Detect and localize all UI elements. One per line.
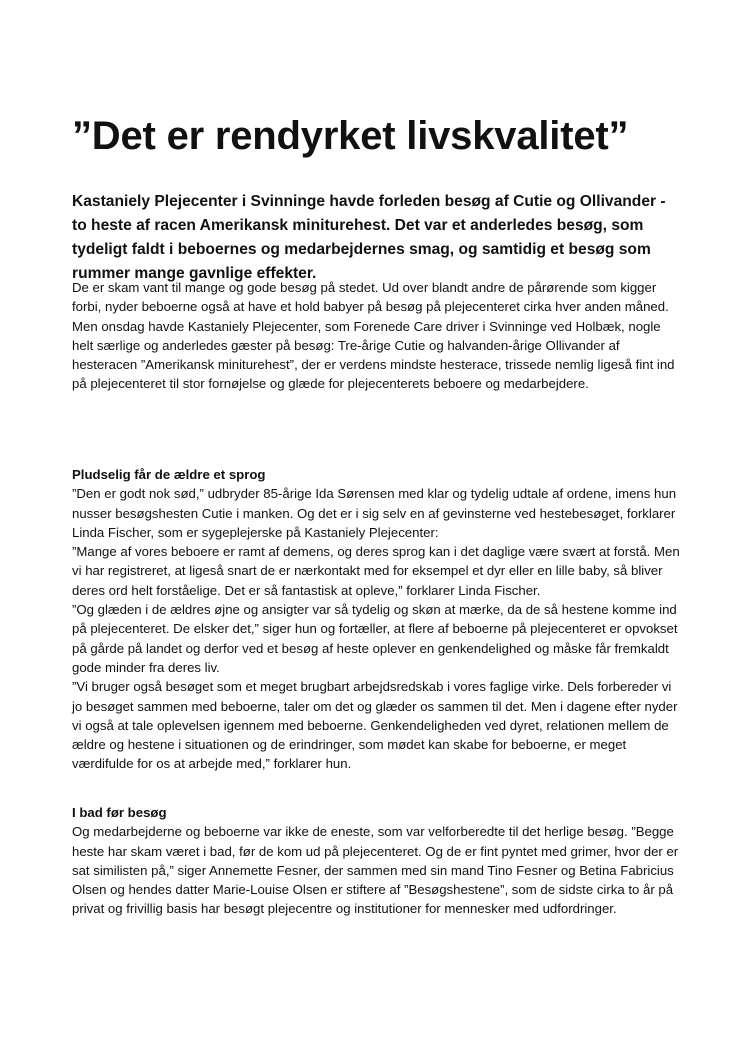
paragraph: ”Og glæden i de ældres øjne og ansigter var så tydelig og skøn at mærke, da de så hestene komme ind på plejecenteret. De elsker det,” siger hun og fortæller, at flere af beboerne på plejecenteret er opvokset på gårde på landet og derfor ved et besøg af heste oplever en genkendelighed og måske får fremkaldt gode minder fra deres liv. [72, 602, 678, 675]
section-heading: Pludselig får de ældre et sprog [72, 467, 266, 482]
article-title: ”Det er rendyrket livskvalitet” [72, 114, 629, 158]
section-heading: I bad før besøg [72, 805, 167, 820]
document-page [72, 0, 680, 1056]
paragraph: Og medarbejderne og beboerne var ikke de eneste, som var velforberedte til det herlige besøg. ”Begge heste har skam været i bad, før de kom ud på plejecenteret. Og de er fint pyntet med grimer, hvor der er sat similisten på,” siger Annemette Fesner, der sammen med sin mand Tino Fesner og Betina Fabricius Olsen og hendes datter Marie-Louise Olsen er stiftere af ”Besøgshestene”, som de sidste cirka to år på privat og frivillig basis har besøgt plejecentre og institutioner for mennesker med udfordringer. [72, 824, 679, 917]
section-bath [72, 803, 680, 919]
paragraph: ”Mange af vores beboere er ramt af demens, og deres sprog kan i det daglige være svært at forstå. Men vi har registreret, at ligeså snart de er nærkontakt med for eksempel et dyr eller en lille baby, så bliver deres ord helt forståelige. Det er så fantastisk at opleve,” forklarer Linda Fischer. [72, 544, 680, 598]
article-lead: Kastaniely Plejecenter i Svinninge havde forleden besøg af Cutie og Ollivander - to heste af racen Amerikansk miniturehest. Det var et anderledes besøg, som tydeligt faldt i beboernes og medarbejdernes smag, og samtidig et besøg som rummer mange gavnlige effekter. [72, 193, 666, 282]
section-language [72, 465, 680, 774]
paragraph: ”Vi bruger også besøget som et meget brugbart arbejdsredskab i vores faglige virke. Dels forbereder vi jo besøget sammen med beboerne, taler om det og glæder os sammen til det. Men i dagene efter nyder vi også at tale oplevelsen igennem med beboerne. Genkendeligheden ved dyret, relationen mellem de ældre og hestene i situationen og de erindringer, som mødet kan skabe for beboerne, er meget værdifulde for os at arbejde med,” forklarer hun. [72, 679, 678, 772]
intro-paragraph: De er skam vant til mange og gode besøg på stedet. Ud over blandt andre de pårørende som kigger forbi, nyder beboerne også at have et hold babyer på besøg på plejecenteret cirka hver anden måned. Men onsdag havde Kastaniely Plejecenter, som Forenede Care driver i Svinninge ved Holbæk, nogle helt særlige og anderledes gæster på besøg: Tre-årige Cutie og halvanden-årige Ollivander af hesteracen ”Amerikansk miniturehest”, der er verdens mindste hesterace, trissede nemlig ligeså fint ind på plejecenteret til stor fornøjelse og glæde for plejecenterets beboere og medarbejdere. [72, 280, 675, 392]
paragraph: ”Den er godt nok sød,” udbryder 85-årige Ida Sørensen med klar og tydelig udtale af ordene, imens hun nusser besøgshesten Cutie i manken. Og det er i sig selv en af gevinsterne ved hestebesøget, forklarer Linda Fischer, som er sygeplejerske på Kastaniely Plejecenter: [72, 486, 677, 540]
